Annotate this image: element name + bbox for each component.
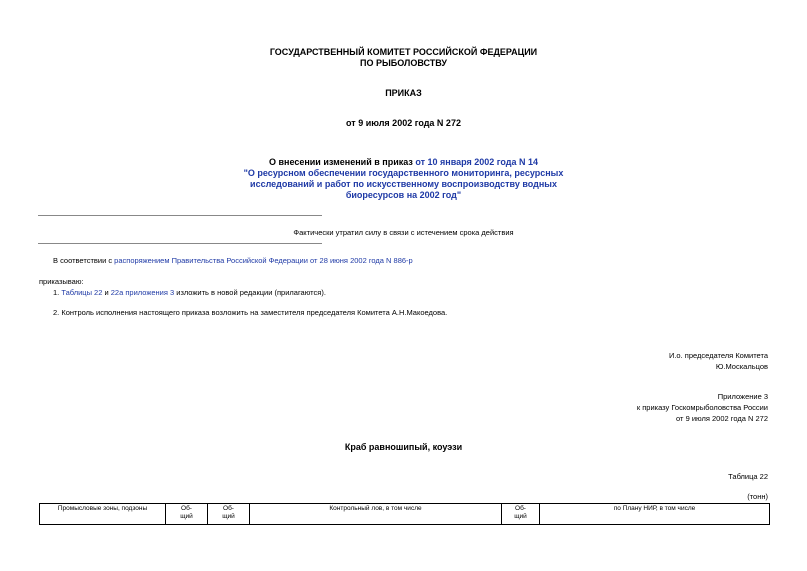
org-name-line1: ГОСУДАРСТВЕННЫЙ КОМИТЕТ РОССИЙСКОЙ ФЕДЕРАЦИИ (269, 47, 538, 57)
subject-line2: "О ресурсном обеспечении государственного мониторинга, ресурсных (243, 168, 564, 178)
order-word: приказываю: (39, 277, 84, 286)
table-22a-link[interactable]: 22а (110, 288, 124, 297)
subject-prefix: О внесении изменений в приказ (268, 157, 416, 167)
appendix-line2: к приказу Госкомрыболовства России (636, 403, 768, 412)
table-label: Таблица 22 (728, 472, 768, 481)
appendix-3-link[interactable]: приложения 3 (125, 288, 175, 297)
subject-line4: биоресурсов на 2002 год" (345, 190, 462, 200)
appendix-line1: Приложение 3 (717, 392, 768, 401)
item-1 (53, 288, 326, 297)
document-date: от 9 июля 2002 года N 272 (346, 118, 461, 128)
status-note: Фактически утратил силу в связи с истечением срока действия (293, 228, 514, 237)
quota-table (39, 503, 770, 525)
org-name-line2: ПО РЫБОЛОВСТВУ (359, 58, 448, 68)
subject-line3: исследований и работ по искусственному воспроизводству водных (250, 179, 557, 189)
table-22-link[interactable]: Таблицы 22 (61, 288, 103, 297)
header-research-plan: по Плану НИР, в том числе (540, 504, 770, 525)
document-subject (0, 157, 807, 201)
item-1-rest: изложить в новой редакции (прилагаются). (174, 288, 326, 297)
units-label: (тонн) (747, 492, 768, 501)
item-2: 2. Контроль исполнения настоящего приказа возложить на заместителя председателя Комитета А.Н.Макоедова. (53, 308, 448, 317)
table-header-row (40, 504, 770, 525)
header-total-2: Об- щий (208, 504, 250, 525)
subject-line1 (0, 157, 807, 168)
signature-block (669, 350, 768, 372)
preamble-prefix: В соответствии с (53, 256, 115, 265)
header-zones: Промысловые зоны, подзоны (40, 504, 166, 525)
referenced-order-link[interactable]: от 10 января 2002 года N 14 (415, 157, 539, 167)
header-control-catch: Контрольный лов, в том числе (250, 504, 502, 525)
header-total-3: Об- щий (502, 504, 540, 525)
divider-bottom (38, 243, 322, 244)
item-1-and: и (102, 288, 111, 297)
signature-position: И.о. председателя Комитета (668, 351, 768, 360)
appendix-block (637, 391, 768, 424)
government-decree-link[interactable]: распоряжением Правительства Российской Федерации от 28 июня 2002 года N 886-р (114, 256, 413, 265)
preamble-paragraph (53, 256, 413, 265)
signature-name: Ю.Москальцов (715, 362, 768, 371)
item-1-number: 1. (53, 288, 62, 297)
divider-top (38, 215, 322, 216)
section-title: Краб равношипый, коуэзи (344, 442, 463, 452)
appendix-line3: от 9 июля 2002 года N 272 (676, 414, 768, 423)
header-total-1: Об- щий (166, 504, 208, 525)
document-type: ПРИКАЗ (385, 88, 422, 98)
